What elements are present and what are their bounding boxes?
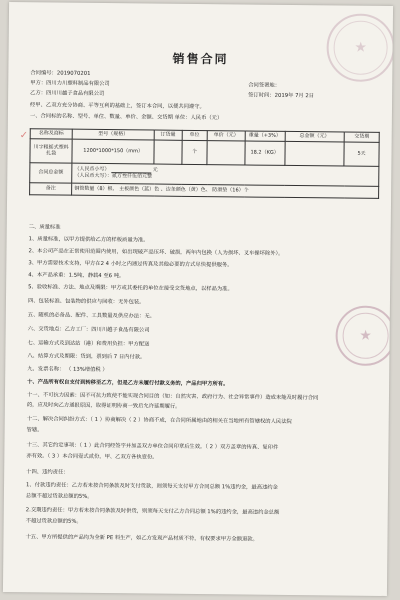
item-price (207, 140, 245, 164)
sign-place: 合同签署地： (248, 82, 281, 89)
remark-row (30, 182, 379, 198)
red-check-mark: ✓ (19, 130, 29, 142)
item-qty (154, 140, 182, 164)
term-line: 二、质量标准 (28, 224, 61, 231)
header-cell: 型号（规格） (72, 129, 154, 139)
preamble: 经甲、乙双方充分协商、平等互利的基础上，签订本合同，以便共同遵守。 (29, 102, 205, 111)
term-line: 1、付款违约责任：乙方若未按合同条款及时支付货款，则须每天支付甲方合同总额 1%违约金，最高违约金 (26, 482, 278, 491)
item-total (284, 141, 344, 166)
header-cell: 总金额（元） (285, 131, 345, 141)
term-line: 2、本公司产品在正常使用范围内使用，如出现破产品压坏、破损，两年内包换（人为损坏、叉车操坏除外）。 (28, 248, 284, 257)
header-cell: 交货期 (344, 132, 379, 142)
company-seal: ★ (335, 305, 393, 366)
document-title: 销售合同 (172, 51, 229, 67)
term-line: 亦有效。（ 3 ）本合同壹式贰份，甲、乙双方各执壹份。 (26, 453, 158, 461)
items-table (29, 128, 380, 198)
term-line: 十、产品所有权自支付到转移至乙方，但是乙方未履行付款义务的，产品归甲方所有。 (27, 379, 229, 388)
term-line: 总额不超过货款总额的5%。 (25, 493, 93, 500)
term-line: 六、交货地点：乙方工厂：四川川越子食品有限公司 (27, 326, 150, 334)
term-line: 不超过货款总额的5%。 (25, 518, 82, 525)
term-line: 八、结算方式及期限：货到，票到后 7 日内付款。 (27, 353, 146, 361)
header-cell: 重量（+3%） (245, 131, 285, 141)
header-cell: 单价（元） (207, 131, 245, 141)
total-large-text: （人民币大写）：贰万叁仟伍佰元整 (74, 172, 153, 180)
item-delivery: 5天 (344, 142, 379, 166)
remark-label: 备注 (30, 182, 72, 194)
clause-1-heading: 一、合同标的名称、型号、单位、数量、单价、金额、交货期 单位：人民币（元） (29, 113, 223, 122)
term-line: 七、运输方式及到达站（港）和费用负担：甲方配送 (27, 340, 150, 348)
term-line: 2.交期违约责任：甲方若未按合同条款及时供货，则须每天支付乙方合同总额 1%的违约金，最高违约金总额 (25, 507, 280, 516)
contract-page (3, 2, 393, 596)
term-line: 十三、其它约定事项：（ 1 ）此合同经签字并加盖双方单位合同印章后生效。（ 2 ）双方盖章的传真、复印件 (26, 442, 279, 451)
term-line: 4、本产品承重：1.5吨，静载4 至6 吨。 (28, 272, 125, 280)
header-cell: 名称及商标 (30, 129, 72, 139)
remark-text: 铜管数量（8）根、 主板颜色（蓝）色 、边条颜色（黄）色、 防滑垫（16）个 (72, 183, 379, 198)
term-line: 四、包装标准、包装物的供应与回收：无外包装。 (27, 298, 145, 306)
contract-number: 合同编号：2019070201 (30, 70, 91, 77)
header-cell: 单位 (182, 130, 208, 140)
sign-date: 签订时间：2019年 7月 2日 (248, 92, 315, 100)
term-line: 的，应及时向乙方通报原因，取得证明协商一致后允许延期履行。 (26, 402, 181, 410)
total-small-label: （人民币小写） (74, 166, 110, 173)
item-name: 川字粗摇式塑料扎袋 (30, 138, 72, 162)
term-line: 十四、违约责任： (26, 469, 69, 476)
header-cell: 订货量 (154, 130, 182, 140)
term-line: 3、甲方需要技术支持，甲方在2 4 小时之内通过传真及其他必要的方式尽快提供服务。 (28, 260, 233, 269)
company-seal: ★ (326, 13, 393, 82)
term-line: 5、验收标准、方法、地点及期限：甲方或其委托的单位在接受交货地点，以样品为准。 (28, 284, 233, 293)
total-small-unit: 元 (152, 167, 158, 174)
term-line: 十五、甲方所提供的产品均为全新 PE 料生产，如乙方发现产品材质不符，有权要求甲方全额退款。 (25, 534, 258, 543)
term-line: 十一、不可抗力因素：因不可抗力致使不能实现合同目的（如：自然灾害、政府行为、社会异常事件）造成未能及时履行合同 (26, 392, 319, 402)
term-line: 1、质量标准，以甲方提供给乙方的样板质量为准。 (28, 236, 149, 244)
item-spec: 1200*1000*150（mm） (72, 139, 154, 164)
term-line: 十二、解决合同纠纷方式：（ 1 ）协商解决（ 2 ）协商不成，在合同所属地由的相关在当地所有管辖权的人民法院 (26, 416, 292, 425)
term-line: 管辖。 (26, 427, 43, 434)
term-line: 九、发票名称： （ 13%增值税 ） (27, 366, 108, 374)
item-unit: 个 (181, 140, 207, 164)
total-label: 合同总金额 (30, 162, 72, 182)
item-weight: 18.2（KG） (245, 140, 285, 164)
table-row (30, 138, 379, 166)
term-line: 五、随机的必备品、配件、工具数量及供应办法：无。 (27, 312, 155, 320)
seller-name: 乙方：四川川越子食品有限公司 (30, 90, 105, 98)
buyer-name: 甲方：四川力川塑料制品有限公司 (30, 80, 110, 88)
